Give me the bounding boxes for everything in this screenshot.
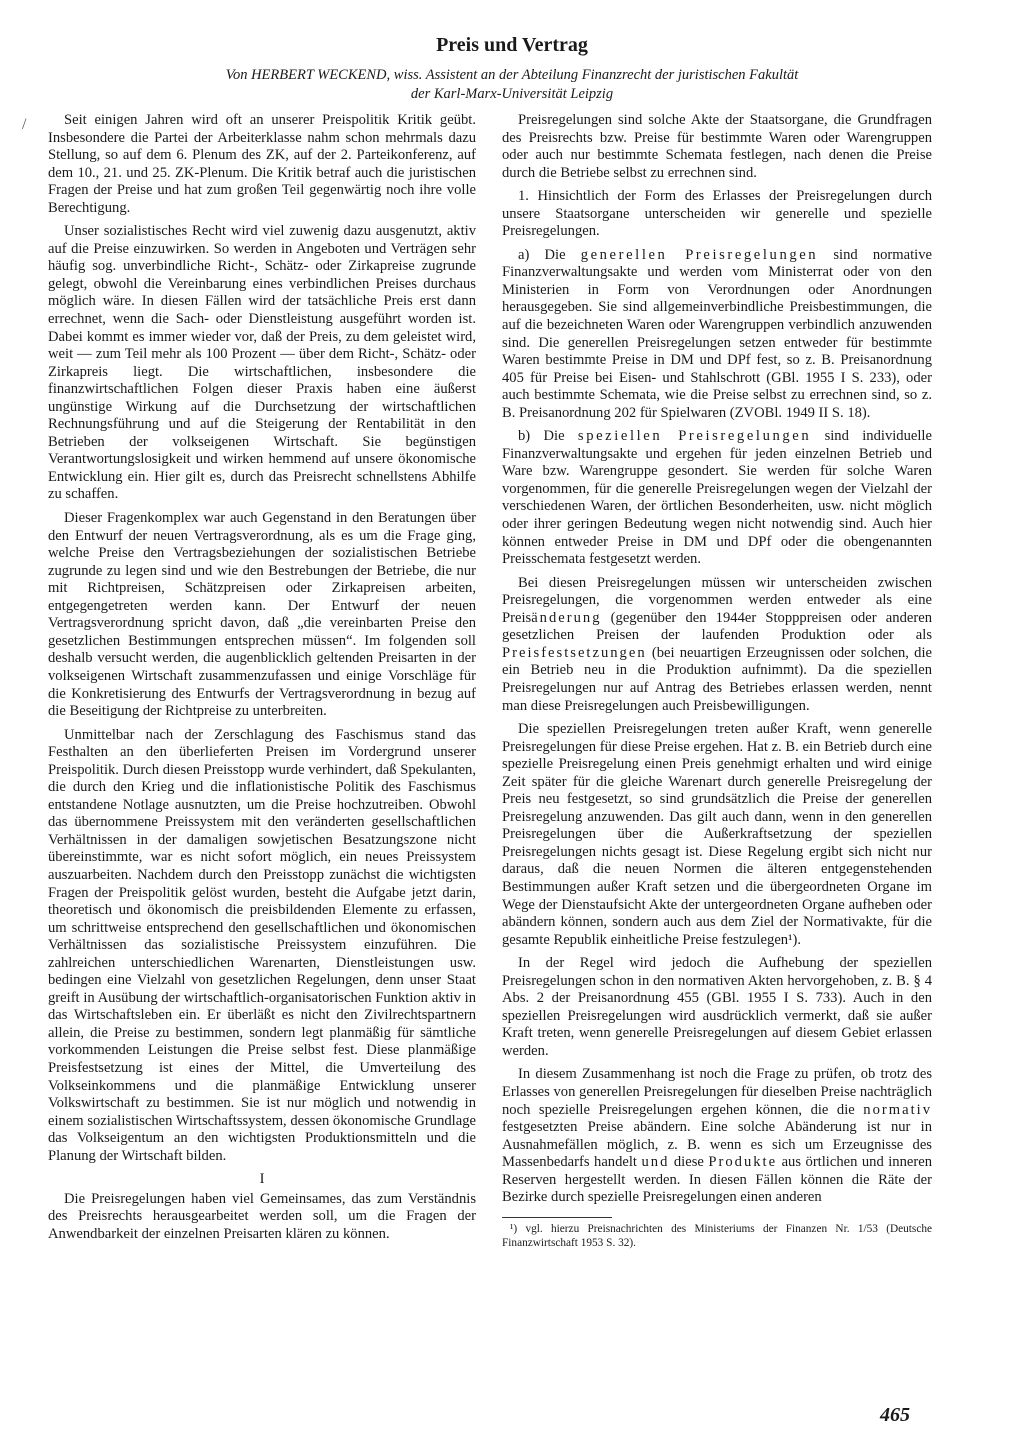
paragraph: Die Preisregelungen haben viel Gemeinsames, das zum Verständnis des Preisrechts herausgearbeitet werden soll, um die Fragen der Anwendbarkeit der einzelnen Preisarten klären zu können.	[48, 1190, 476, 1242]
paragraph: Unser sozialistisches Recht wird viel zuwenig dazu ausgenutzt, aktiv auf die Preise einzuwirken. So werden in Angeboten und Verträgen sehr häufig sog. unverbindliche Richt-, Schätz- oder Zirkapreise zugrunde gelegt, obwohl die Vereinbarung eines verbindlichen Preises durchaus möglich wäre. In diesen Fällen wird der tatsächliche Preis erst dann errechnet, wenn die Sach- oder Dienstleistung ausgeführt worden ist. Dabei kommt es immer wieder vor, daß der Preis, zu dem geleistet wird, weit — zum Teil mehr als 100 Prozent — über dem Richt-, Schätz- oder Zirkapreis liegt. Die wirtschaftlichen, insbesondere die finanzwirtschaftlichen Folgen dieser Praxis haben eine äußerst ungünstige Wirkung auf die Durchsetzung der wirtschaftlichen Rechnungsführung und auf die Steigerung der Rentabilität in den Betrieben der volkseigenen Wirtschaft. Sie begünstigen Verantwortungslosigkeit und wirken hemmend auf unsere ökonomische Entwicklung ein. Hier gilt es, durch das Preisrecht schnellstens Abhilfe zu schaffen.	[48, 223, 476, 503]
paragraph	[502, 575, 932, 715]
text: (gegenüber den 1944er Stopppreisen oder anderen gesetzlichen Preisen der laufenden Produktion oder als	[502, 609, 932, 644]
section-heading: I	[259, 1171, 265, 1188]
spaced-term: speziellen Preisregelungen	[577, 428, 812, 445]
page-number: 465	[880, 1404, 910, 1426]
paragraph: Die speziellen Preisregelungen treten außer Kraft, wenn generelle Preisregelungen für diese Preise ergehen. Hat z. B. ein Betrieb durch eine spezielle Preisregelung einen Preis genehmigt erhalten und wird einige Zeit später für die gleiche Warenart durch generelle Preisregelung der Preis neu festgesetzt, so sind grundsätzlich die Preise der generellen Preisregelung anzuwenden. Das gilt auch dann, wenn in den generellen Preisregelungen über die Außerkraftsetzung der speziellen Preisregelungen nichts gesagt ist. Diese Regelung ergibt sich nicht nur daraus, daß die neuen Normen die älteren entgegenstehenden Bestimmungen außer Kraft setzen und die übergeordneten Organe im Wege der Dienstaufsicht Akte der untergeordneten Organe aufheben oder abändern können, sondern auch aus dem Ziel der Normativakte, für die gesamte Republik einheitliche Preise festzulegen¹).	[502, 721, 932, 948]
spaced-term: änderung	[531, 609, 602, 626]
text: sind normative Finanzverwaltungsakte und werden vom Ministerrat oder von den Ministerien in Form von Verordnungen oder Anordnungen herausgegeben. Sie sind allgemeinverbindliche Preisbestimmungen, die auf die bezeichneten Waren oder Warengruppen verbindlich anzuwenden sind. Die generellen Preisregelungen setzen entweder für bestimmte Waren bestimmte Preise in DM und DPf fest, so z. B. Preisanordnung 405 für Preise bei Eisen- und Stahlschrott (GBl. 1955 I S. 233), oder auch bestimmte Schemata, wie die Preise selbst zu errechnen sind, so z. B. Preisanordnung 202 für Spielwaren (ZVOBl. 1949 II S. 18).	[502, 246, 932, 421]
right-column	[502, 112, 932, 1256]
paragraph	[502, 428, 932, 568]
left-column	[48, 112, 476, 1249]
text: (bei neuartigen Erzeugnissen oder solchen, die ein Betrieb neu in die Produktion aufnimmt). Da die speziellen Preisregelungen nur auf Antrag des Betriebes erlassen werden, nennt man diese Preisregelungen auch Preisbewilligungen.	[502, 644, 932, 714]
text: Bei diesen Preisregelungen müssen wir unterscheiden zwischen Preisregelungen, die vorgenommen werden entweder als eine Preis	[502, 574, 932, 626]
text: sind individuelle Finanzverwaltungsakte und ergehen für jeden einzelnen Betrieb und Ware bzw. Warengruppe gesondert. Sie werden für solche Waren vorgenommen, für die generelle Preisregelungen wegen der Vielzahl der verschiedenen Waren, der örtlichen Besonderheiten, usw. nicht möglich oder ihrer geringen Bedeutung wegen nicht notwendig sind. Auch hier können entweder Preise in DM und DPf oder die obengenannten Preisschemata festgesetzt werden.	[502, 428, 932, 568]
text: festgesetzten Preise abändern. Eine solche Abänderung ist nur in Ausnahmefällen möglich, z. B. wenn es sich um Erzeugnisse des Massenbedarfs handelt	[502, 1119, 932, 1171]
text: b) Die	[518, 428, 565, 445]
paragraph: In der Regel wird jedoch die Aufhebung der speziellen Preisregelungen schon in den normativen Akten hervorgehoben, z. B. § 4 Abs. 2 der Preisanordnung 455 (GBl. 1955 I S. 733). Auch in den speziellen Preisregelungen wird ausdrücklich vermerkt, daß sie außer Kraft treten, wenn generelle Preisregelungen auf diesem Gebiet erlassen werden.	[502, 955, 932, 1059]
spaced-term: generellen Preisregelungen	[580, 246, 819, 263]
paragraph: Preisregelungen sind solche Akte der Staatsorgane, die Grundfragen des Preisrechts bzw. Preise für bestimmte Waren oder Warengruppen oder auch nur bestimmte Schemata festlegen, nach denen die Preise durch die Betriebe selbst zu errechnen sind.	[502, 112, 932, 181]
text: In diesem Zusammenhang ist noch die Frage zu prüfen, ob trotz des Erlasses von generellen Preisregelungen für dieselben Preise nachträglich noch spezielle Preisregelungen ergehen können, die die	[502, 1066, 932, 1118]
byline-line-2: der Karl-Marx-Universität Leipzig	[410, 86, 614, 102]
article-title: Preis und Vertrag	[436, 34, 588, 56]
spaced-term: Produkte	[708, 1154, 778, 1171]
byline-line-1: Von HERBERT WECKEND, wiss. Assistent an der Abteilung Finanzrecht der juristischen Fakultät	[225, 67, 799, 83]
byline	[0, 66, 1024, 104]
spaced-term: normativ	[863, 1101, 932, 1118]
text: diese	[673, 1154, 704, 1171]
margin-mark: /	[22, 116, 27, 133]
paragraph	[502, 247, 932, 422]
footnote: ¹) vgl. hierzu Preisnachrichten des Ministeriums der Finanzen Nr. 1/53 (Deutsche Finanzwirtschaft 1953 S. 32).	[502, 1222, 932, 1249]
footnote-divider	[502, 1217, 612, 1218]
paragraph: Seit einigen Jahren wird oft an unserer Preispolitik Kritik geübt. Insbesondere die Partei der Arbeiterklasse nahm schon mehrmals dazu Stellung, so auf dem 6. Plenum des ZK, auf der 2. Parteikonferenz, auf dem 10., 21. und 25. ZK-Plenum. Die Kritik betraf auch die juristischen Fragen der Preise und hat zum großen Teil gegenwärtig noch ihre volle Berechtigung.	[48, 112, 476, 216]
spaced-term: und	[641, 1154, 670, 1171]
paragraph: Unmittelbar nach der Zerschlagung des Faschismus stand das Festhalten an den überlieferten Preisen im Vordergrund unserer Preispolitik. Durch diesen Preisstopp wurde verhindert, daß Spekulanten, die durch den Krieg und die inflationistische Politik des Faschismus entstandene Notlage ausnutzten, um die Preise hochzutreiben. Obwohl das übernommene Preissystem mit den veränderten gesellschaftlichen Verhältnissen in der damaligen sowjetischen Besatzungszone nicht übereinstimmte, war es nicht sofort möglich, ein neues Preissystem auszuarbeiten. Nachdem durch den Preisstopp zunächst die wichtigsten Fragen der Preispolitik gelöst wurden, besteht die Aufgabe jetzt darin, theoretisch und ökonomisch die preisbildenden Elemente zu erfassen, um schrittweise entsprechend den gesellschaftlichen und ökonomischen Verhältnissen das sozialistische Preissystem einzuführen. Die zahlreichen unterschiedlichen Warenarten, Dienstleistungen usw. bedingen eine Vielzahl von gesetzlichen Regelungen, denn unser Staat greift in Ausübung der wirtschaftlich-organisatorischen Funktion aktiv in das Wirtschaftsleben ein. Er überläßt es nicht den Zivilrechtspartnern allein, die Preise zu bestimmen, sondern legt planmäßig für sämtliche vorkommenden Leistungen die Preise selbst fest. Diese planmäßige Preisfestsetzung ist eines der Mittel, die Umverteilung des Volkseinkommens und die planmäßige Entwicklung unserer Volkswirtschaft zu bestimmen. Sie ist nur möglich und notwendig in einem sozialistischen Wirtschaftssystem, dessen ökonomische Grundlage das Volkseigentum an den wichtigsten Produktionsmitteln und die Planung der Wirtschaft bilden.	[48, 726, 477, 1164]
spaced-term: Preisfestsetzungen	[502, 644, 647, 661]
text: aus örtlichen und inneren Reserven hergestellt werden. In diesen Fällen können die Räte der Bezirke durch spezielle Preisregelungen einen anderen	[502, 1154, 933, 1206]
text: a) Die	[518, 246, 566, 263]
paragraph	[502, 1066, 932, 1206]
paragraph: 1. Hinsichtlich der Form des Erlasses der Preisregelungen durch unsere Staatsorgane unterscheiden wir generelle und spezielle Preisregelungen.	[502, 188, 932, 240]
paragraph: Dieser Fragenkomplex war auch Gegenstand in den Beratungen über den Entwurf der neuen Vertragsverordnung, als es um die Frage ging, welche Preise den Vertragsbeziehungen der sozialistischen Betriebe zugrunde zu legen sind und wie den Bestrebungen der Betriebe, die nur mit Richtpreisen, Schätzpreisen oder Zirkapreisen arbeiten, entgegengetreten werden kann. Der Entwurf der neuen Vertragsverordnung spricht davon, daß „die vereinbarten Preise den gesetzlichen Bestimmungen entsprechen müssen“. Im folgenden soll deshalb versucht werden, die augenblicklich geltenden Preisarten in der volkseigenen Wirtschaft zusammenzufassen und einige Vorschläge für die Konkretisierung des Entwurfs der Vertragsverordnung in bezug auf die Beseitigung der Richtpreise zu unterbreiten.	[48, 510, 476, 720]
